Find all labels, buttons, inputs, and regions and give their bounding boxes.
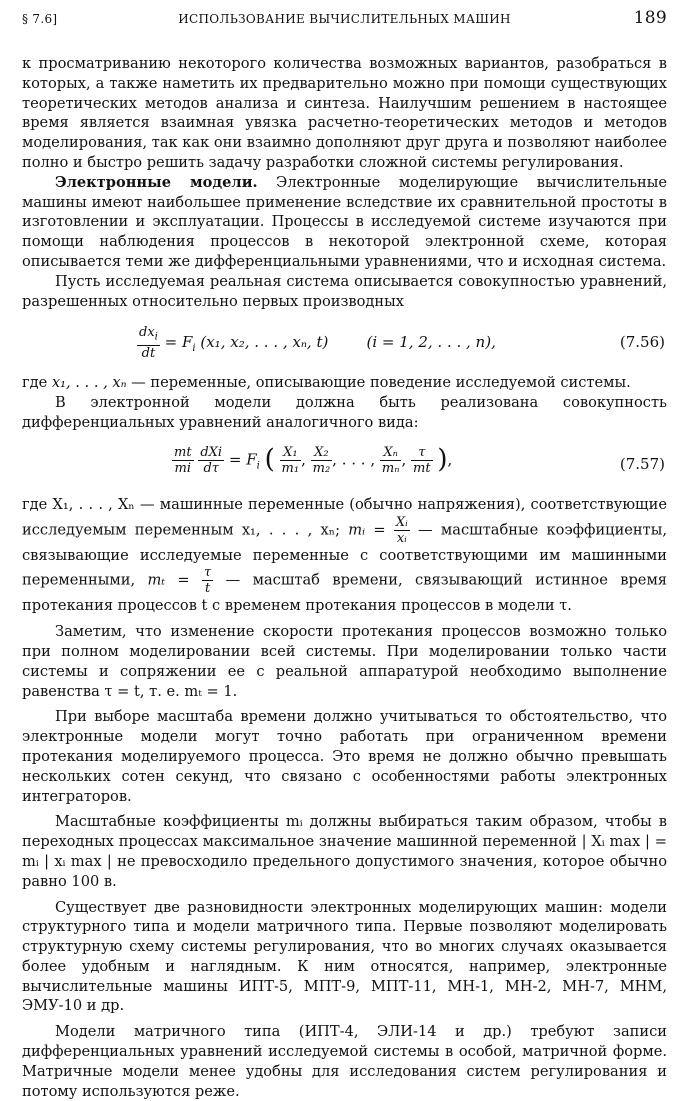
equation-7-57 (22, 445, 667, 485)
equation-number: (7.57) (619, 454, 665, 473)
body-text (22, 54, 667, 1101)
p6-mi: mᵢ = (348, 521, 386, 539)
eq-args: (x₁, x₂, . . . , xₙ, t) (200, 333, 329, 352)
paragraph-7: Заметим, что изменение скорости протекания процессов возможно только при полном моделировании всей системы. При моделировании только части системы и сопряжении ее с реальной аппаратурой необходимо выполнение равенства τ = t, т. е. mₜ = 1. (22, 623, 667, 700)
paragraph-6 (22, 495, 667, 616)
p4-text: — переменные, описывающие поведение исследуемой системы. (126, 374, 631, 392)
paragraph-4 (22, 373, 667, 393)
p4-vars: x₁, . . . , xₙ (51, 374, 127, 392)
paragraph-11: Модели матричного типа (ИПТ-4, ЭЛИ-14 и др.) требуют записи дифференциальных уравнений исследуемой системы в особой, матричной форме. Матричные модели менее удобны для исследования систем регулирования и потому используются реже. (22, 1023, 667, 1100)
eq-range: (i = 1, 2, . . . , n), (366, 333, 496, 352)
p6-b: — масштабные коэффициенты, связывающие исследуемые переменные с соответствующими им машинными переменными, (22, 521, 667, 589)
run-in-heading: Электронные модели. (55, 173, 258, 191)
eq57-dots: , . . . , (332, 450, 376, 469)
paragraph-1: к просматриванию некоторого количества возможных вариантов, разобраться в которых, а также наметить их предварительно можно при помощи существующих теоретических методов анализа и синтеза. Наилучшим решением в настоящее время является взаимная увязка расчетно-теоретических методов и методов моделирования, так как они взаимно дополняют друг друга и позволяют наиболее полно и быстро решить задачу разработки сложной системы регулирования. (22, 55, 667, 171)
left-paren: ( (264, 444, 275, 475)
paragraph-3: Пусть исследуемая реальная система описывается совокупностью уравнений, разрешенных относительно первых производных (22, 272, 667, 310)
p6-a: где X₁, . . . , Xₙ — машинные переменные (обычно напряжения), соответствующие исследуемым переменным x₁, . . . , xₙ; (22, 495, 667, 539)
p4-prefix: где (22, 374, 52, 392)
equation-number: (7.56) (619, 333, 665, 352)
frac-tau-mt: $\frac{\tau}{mt}$ (413, 444, 431, 476)
p6-c: — масштаб времени, связывающий истинное время протекания процессов t с временем протекания процессов в модели τ. (22, 571, 668, 615)
paragraph-5: В электронной модели должна быть реализована совокупность дифференциальных уравнений аналогичного вида: (22, 394, 667, 431)
frac-xn-mn: $\frac{\text{Xₙ}}{\text{mₙ}}$ (381, 444, 400, 476)
running-title: ИСПОЛЬЗОВАНИЕ ВЫЧИСЛИТЕЛЬНЫХ МАШИН (178, 12, 511, 26)
frac-x2-m2: $\frac{\text{X₂}}{\text{m₂}}$ (312, 444, 331, 476)
frac-dxi-dtau: $\frac{\text{dXi}}{d\tau}$ (200, 444, 223, 476)
frac-den: dt (141, 345, 156, 361)
page-number: 189 (633, 8, 667, 28)
paragraph-8: При выборе масштаба времени должно учитываться то обстоятельство, что электронные модели могут точно работать при ограниченном времени протекания моделируемого процесса. Это время не должно обычно превышать нескольких сотен секунд, что связано с особенностями работы электронных интеграторов. (22, 708, 667, 805)
equation-7-56-body: $\frac{dx_i}{dt}$ = $F_i$ (x₁, x₂, . . . , xₙ, t) (i = 1, 2, . . . , n), (139, 325, 496, 361)
right-paren: ) (437, 444, 448, 475)
frac-tau-t: $\frac{\tau}{t}$ (204, 565, 212, 597)
frac-xi-xi: $\frac{\text{Xᵢ}}{\text{xᵢ}}$ (395, 514, 408, 546)
eq57-rhs: = F (228, 450, 257, 469)
eq-rhs: = F (164, 333, 193, 352)
frac-mt-mi: $\frac{mt}{mi}$ (174, 444, 192, 476)
book-page (22, 8, 667, 1101)
p6-mt: mₜ = (147, 571, 190, 589)
frac-num: dx (139, 325, 155, 341)
paragraph-10: Существует две разновидности электронных моделирующих машин: модели структурного типа и модели матричного типа. Первые позволяют моделировать структурную схему системы регулирования, что во многих случаях оказывается более удобным и наглядным. К ним относятся, например, электронные вычислительные машины ИПТ-5, МПТ-9, МПТ-11, МН-1, МН-2, МН-7, МНМ, ЭМУ-10 и др. (22, 898, 667, 1015)
paragraph-2 (22, 173, 667, 272)
running-header (22, 8, 667, 34)
equation-7-56 (22, 323, 667, 363)
paragraph-9: Масштабные коэффициенты mᵢ должны выбираться таким образом, чтобы в переходных процессах максимальное значение машинной переменной | Xᵢ max | = mᵢ | xᵢ max | не превосходило предельного допустимого значения, которое обычно равно 100 в. (22, 813, 667, 890)
frac-x1-m1: $\frac{\text{X₁}}{\text{m₁}}$ (281, 444, 300, 476)
paragraph-2-text: Электронные моделирующие вычислительные машины имеют наибольшее применение вследствие их сравнительной простоты в изготовлении и эксплуатации. Процессы в исследуемой системе изучаются при помощи наблюдения процессов в некоторой электронной схеме, которая описывается теми же дифференциальными уравнениями, что и исходная система. (22, 173, 667, 270)
section-ref: § 7.6] (22, 12, 58, 26)
derivative-fraction: $\frac{dx_i}{dt}$ (139, 325, 158, 361)
equation-7-57-body: $\frac{mt}{mi}$ $\frac{\text{dXi}}{d\tau}$ = $F_i$ ( $\frac{\text{X₁}}{\text{m₁}}$ , $\frac{\text{X₂}}{\text{m₂}}$ , . . . , $\frac{\text{Xₙ}}{\text{mₙ}}$ , $\frac{\tau}{mt}$ ), (174, 444, 453, 476)
